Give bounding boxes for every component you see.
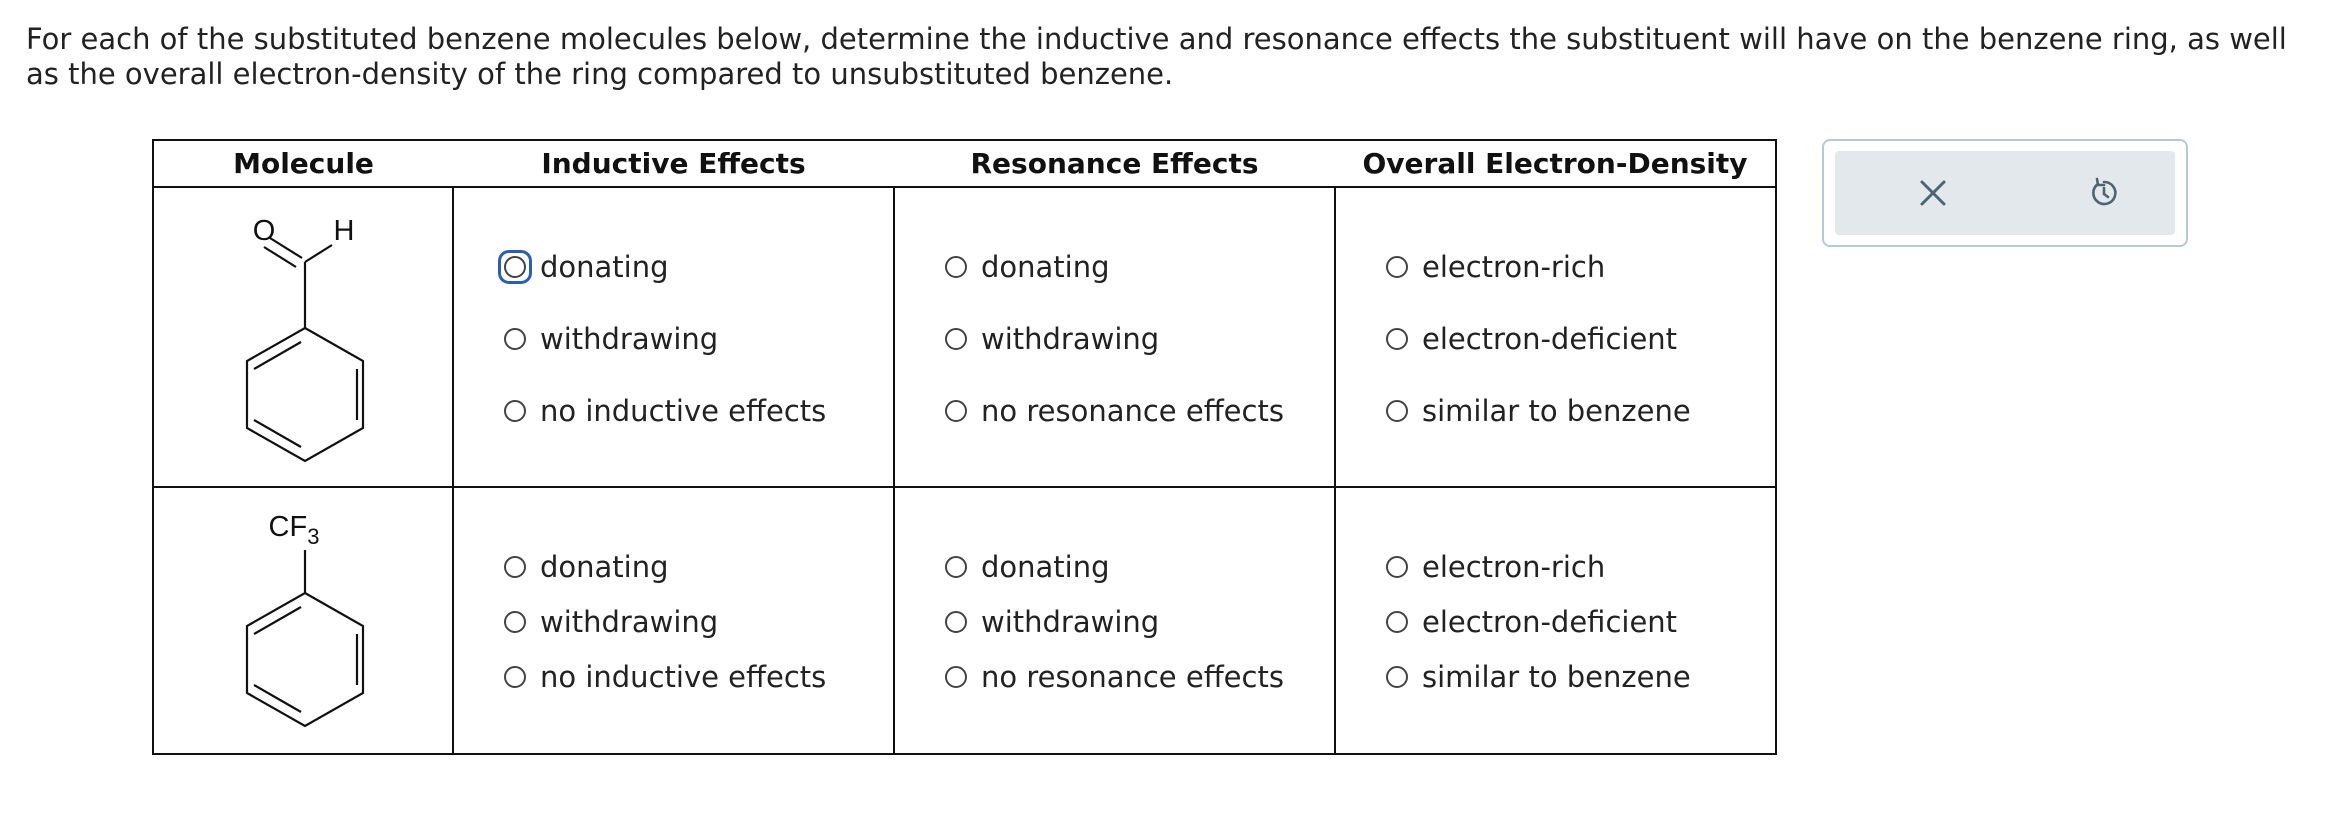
radio-option-inductive-withdrawing[interactable] <box>504 605 718 639</box>
group-label-subscript: 3 <box>307 524 320 549</box>
radio-button[interactable] <box>504 666 526 688</box>
radio-button[interactable] <box>1386 666 1408 688</box>
atom-label-o: O <box>252 215 276 247</box>
resonance-options-row1 <box>894 187 1335 487</box>
answer-toolbar <box>1822 139 2188 247</box>
option-label: donating <box>981 250 1110 284</box>
radio-button[interactable] <box>504 556 526 578</box>
radio-option-inductive-donating[interactable] <box>504 250 669 284</box>
radio-button[interactable] <box>1386 328 1408 350</box>
radio-button[interactable] <box>945 666 967 688</box>
close-icon <box>1918 178 1948 208</box>
atom-label-h: H <box>333 215 355 247</box>
group-label-cf3 <box>269 511 320 549</box>
option-label: electron-deficient <box>1422 322 1678 356</box>
option-label: donating <box>540 550 669 584</box>
option-label: no inductive effects <box>540 394 827 428</box>
header-molecule: Molecule <box>153 140 453 187</box>
radio-button-focused[interactable] <box>498 250 532 284</box>
option-label: no inductive effects <box>540 660 827 694</box>
toolbar-inner <box>1835 151 2175 235</box>
option-label: similar to benzene <box>1422 660 1691 694</box>
option-label: electron-rich <box>1422 250 1606 284</box>
radio-button[interactable] <box>945 256 967 278</box>
option-label: withdrawing <box>981 605 1160 639</box>
radio-button[interactable] <box>504 611 526 633</box>
instructions-text: For each of the substituted benzene molecules below, determine the inductive and resonance effects the substituent will have on the benzene ring, as well as the overall electron-density of the ring compared to unsubstituted benzene. <box>26 22 2287 91</box>
option-label: donating <box>540 250 669 284</box>
clear-button[interactable] <box>1909 169 1957 217</box>
overall-options-row2 <box>1335 487 1776 754</box>
radio-option-inductive-none[interactable] <box>504 660 826 694</box>
resonance-options-row2 <box>894 487 1335 754</box>
radio-button[interactable] <box>945 556 967 578</box>
radio-button[interactable] <box>1386 256 1408 278</box>
radio-option-inductive-withdrawing[interactable] <box>504 322 718 356</box>
group-label-cf: CF <box>268 511 308 543</box>
radio-option-electron-rich[interactable] <box>1386 250 1605 284</box>
radio-option-similar-to-benzene[interactable] <box>1386 660 1691 694</box>
radio-button[interactable] <box>945 328 967 350</box>
radio-option-inductive-none[interactable] <box>504 394 826 428</box>
option-label: no resonance effects <box>981 394 1284 428</box>
radio-button[interactable] <box>1386 611 1408 633</box>
option-label: donating <box>981 550 1110 584</box>
radio-button[interactable] <box>945 400 967 422</box>
radio-option-similar-to-benzene[interactable] <box>1386 394 1691 428</box>
radio-option-resonance-donating[interactable] <box>945 550 1110 584</box>
header-resonance-effects: Resonance Effects <box>894 140 1335 187</box>
radio-option-inductive-donating[interactable] <box>504 550 669 584</box>
radio-option-resonance-withdrawing[interactable] <box>945 605 1159 639</box>
reset-button[interactable] <box>2080 169 2128 217</box>
option-label: withdrawing <box>981 322 1160 356</box>
table-header-row <box>153 140 1776 187</box>
radio-option-resonance-withdrawing[interactable] <box>945 322 1159 356</box>
radio-button[interactable] <box>945 611 967 633</box>
radio-option-resonance-donating[interactable] <box>945 250 1110 284</box>
inductive-options-row1 <box>453 187 894 487</box>
option-label: electron-rich <box>1422 550 1606 584</box>
header-inductive-effects: Inductive Effects <box>453 140 894 187</box>
radio-button[interactable] <box>504 328 526 350</box>
table-row <box>153 487 1776 754</box>
molecule-benzaldehyde <box>153 187 453 487</box>
option-label: withdrawing <box>540 322 719 356</box>
option-label: similar to benzene <box>1422 394 1691 428</box>
radio-option-resonance-none[interactable] <box>945 394 1284 428</box>
radio-button[interactable] <box>504 400 526 422</box>
radio-button[interactable] <box>1386 400 1408 422</box>
radio-button[interactable] <box>1386 556 1408 578</box>
trifluoromethylbenzene-structure <box>154 488 454 753</box>
radio-option-electron-deficient[interactable] <box>1386 605 1677 639</box>
option-label: no resonance effects <box>981 660 1284 694</box>
radio-option-electron-deficient[interactable] <box>1386 322 1677 356</box>
inductive-options-row2 <box>453 487 894 754</box>
option-label: electron-deficient <box>1422 605 1678 639</box>
header-overall-electron-density: Overall Electron-Density <box>1335 140 1776 187</box>
reset-icon <box>2088 177 2120 209</box>
radio-option-resonance-none[interactable] <box>945 660 1284 694</box>
molecule-trifluoromethylbenzene <box>153 487 453 754</box>
table-row <box>153 187 1776 487</box>
option-label: withdrawing <box>540 605 719 639</box>
radio-option-electron-rich[interactable] <box>1386 550 1605 584</box>
answer-table <box>152 139 1777 755</box>
benzaldehyde-structure <box>154 188 454 486</box>
overall-options-row1 <box>1335 187 1776 487</box>
